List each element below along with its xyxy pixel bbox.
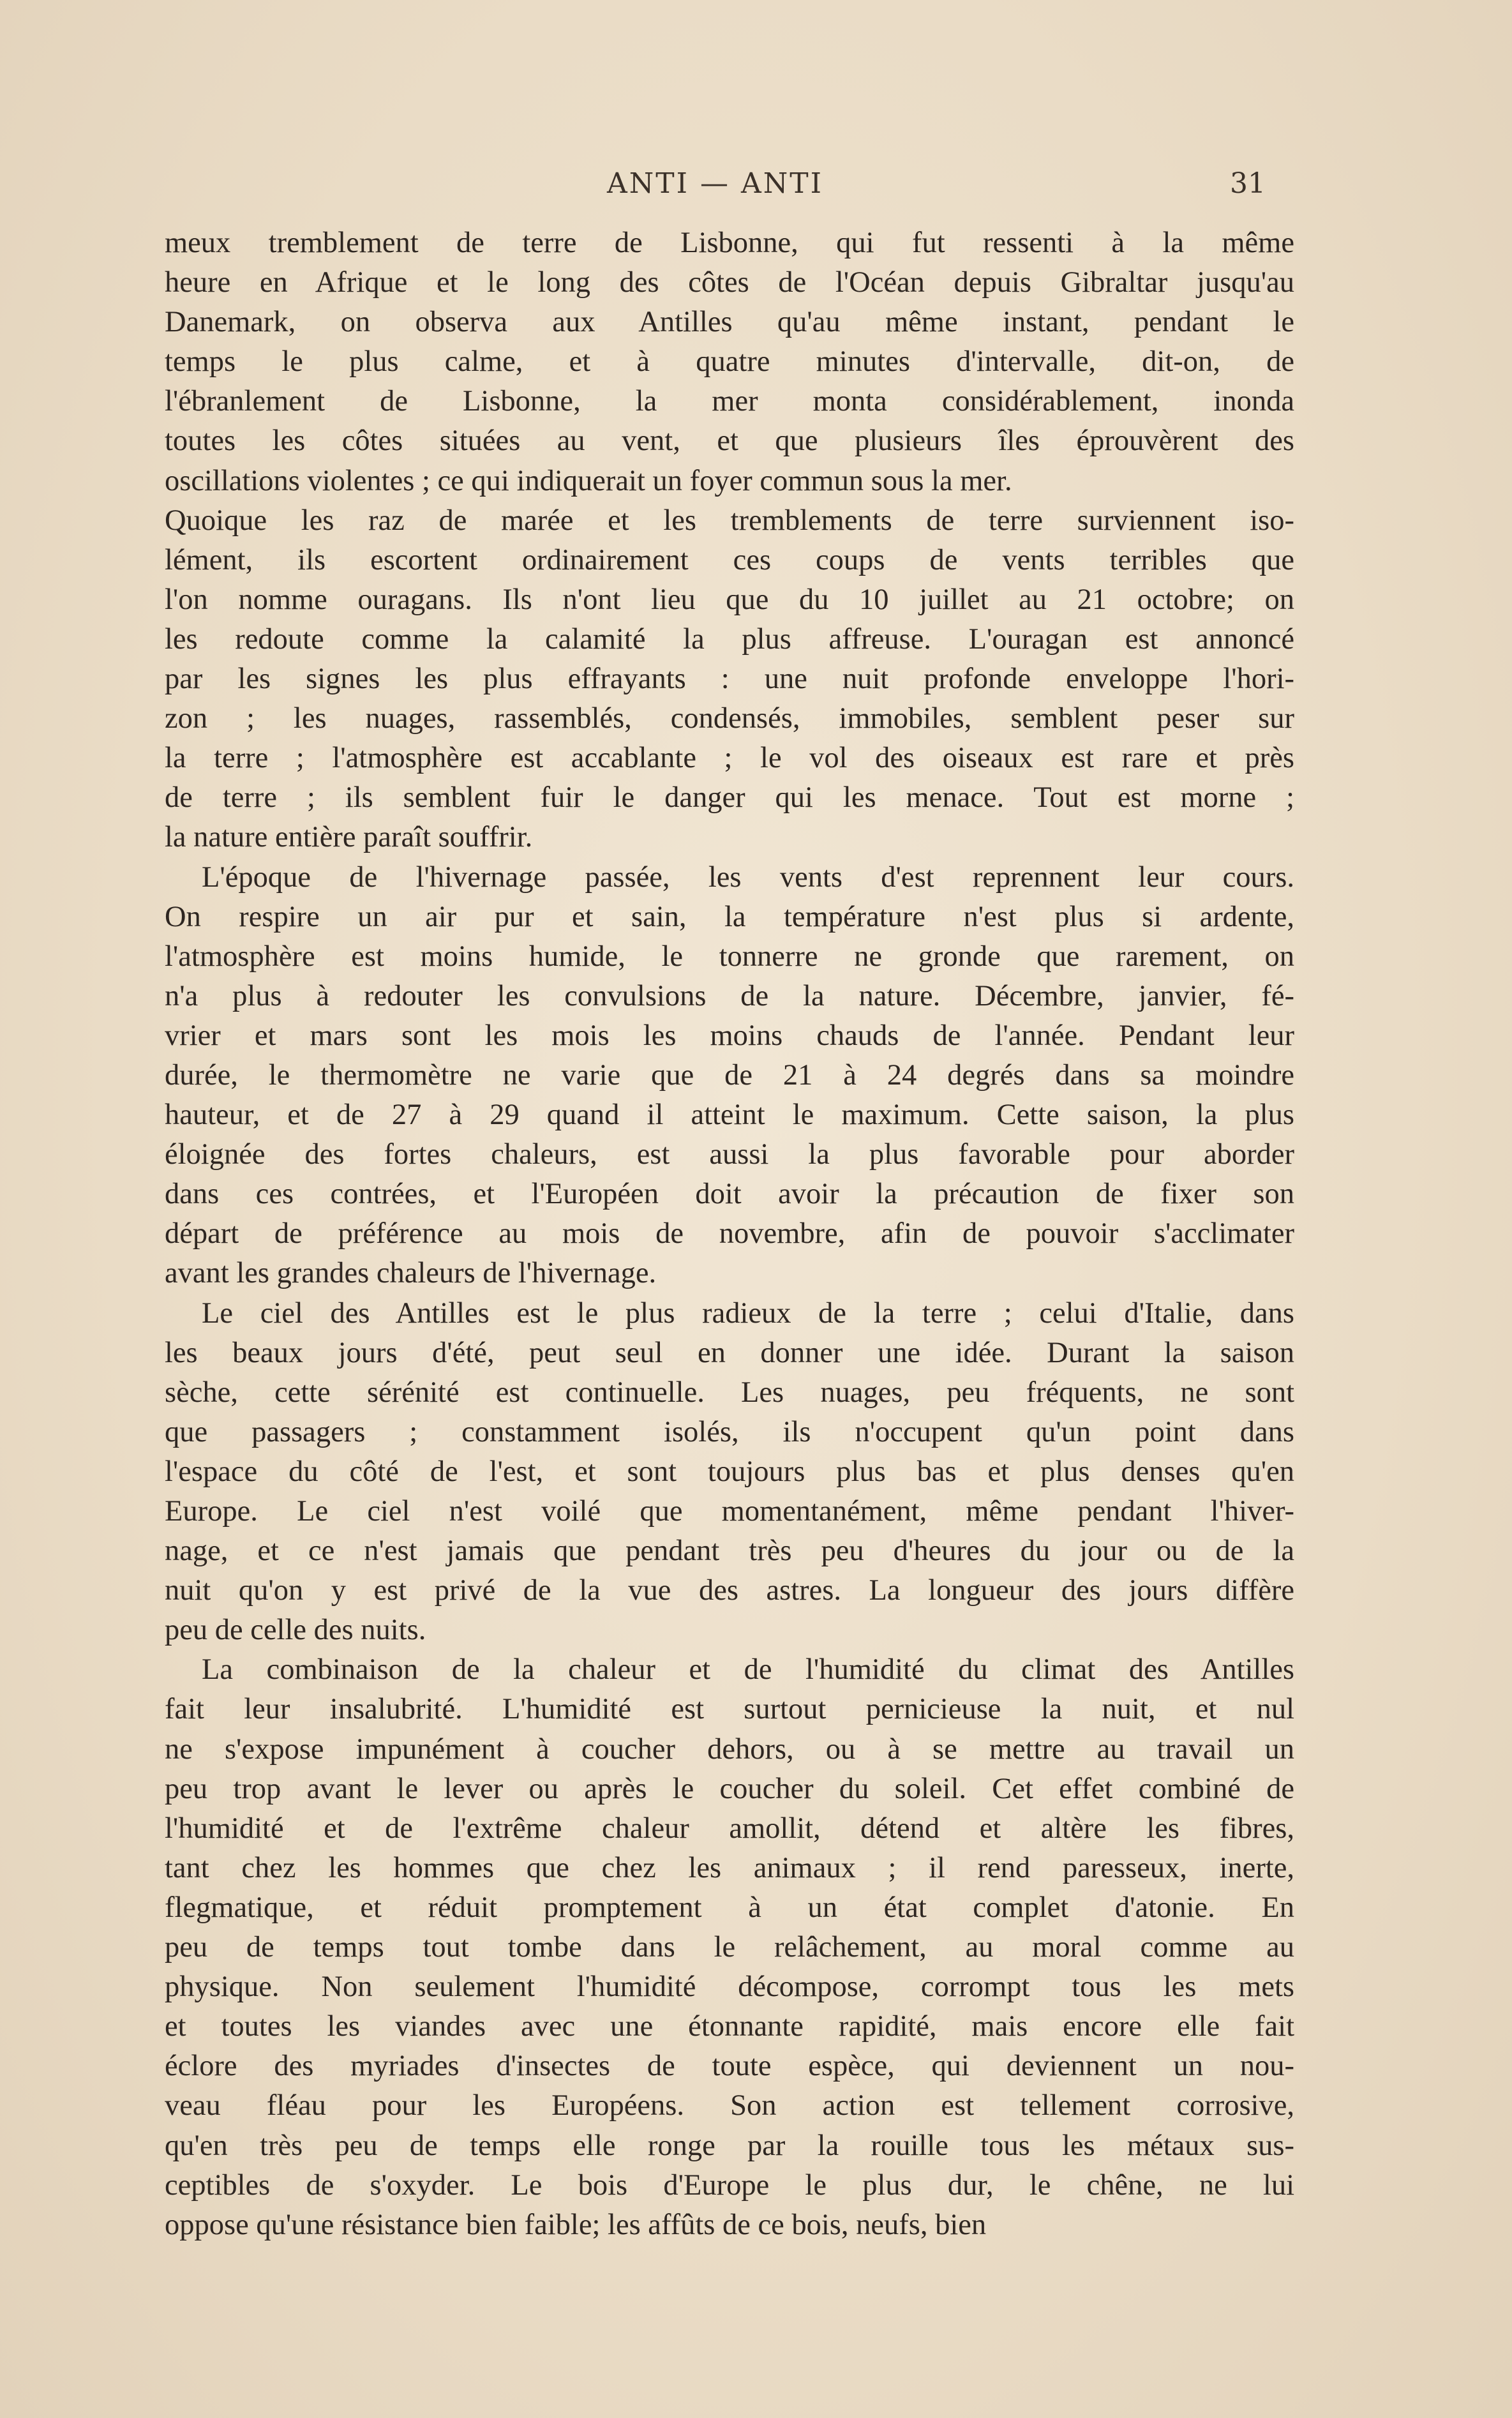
text-line: Danemark, on observa aux Antilles qu'au même instant, pendant le — [165, 306, 1294, 339]
text-line: la nature entière paraît souffrir. — [165, 821, 533, 854]
text-line: vrier et mars sont les mois les moins chauds de l'année. Pendant leur — [165, 1019, 1294, 1052]
text-line: physique. Non seulement l'humidité décompose, corrompt tous les mets — [165, 1971, 1294, 2004]
text-line: Quoique les raz de marée et les tremblements de terre surviennent iso- — [165, 504, 1294, 537]
text-line: dans ces contrées, et l'Européen doit avoir la précaution de fixer son — [165, 1178, 1294, 1211]
text-line: peu trop avant le lever ou après le coucher du soleil. Cet effet combiné de — [165, 1772, 1294, 1805]
text-line: l'espace du côté de l'est, et sont toujours plus bas et plus denses qu'en — [165, 1455, 1294, 1488]
text-line: l'humidité et de l'extrême chaleur amollit, détend et altère les fibres, — [165, 1812, 1294, 1845]
text-line: oppose qu'une résistance bien faible; les affûts de ce bois, neufs, bien — [165, 2208, 987, 2241]
text-line: L'époque de l'hivernage passée, les vents d'est reprennent leur cours. — [202, 860, 1294, 894]
text-line: avant les grandes chaleurs de l'hivernage. — [165, 1257, 657, 1290]
text-line: lément, ils escortent ordinairement ces coups de vents terribles que — [165, 543, 1294, 576]
paragraph — [165, 1650, 1294, 2244]
text-line: toutes les côtes situées au vent, et que plusieurs îles éprouvèrent des — [165, 424, 1294, 458]
text-line: zon ; les nuages, rassemblés, condensés, immobiles, semblent peser sur — [165, 702, 1294, 735]
running-title: ANTI — ANTI — [607, 167, 823, 200]
text-line: et toutes les viandes avec une étonnante rapidité, mais encore elle fait — [165, 2010, 1294, 2043]
page-number: 31 — [1230, 167, 1266, 200]
text-line: que passagers ; constamment isolés, ils n'occupent qu'un point dans — [165, 1415, 1294, 1448]
text-line: flegmatique, et réduit promptement à un état complet d'atonie. En — [165, 1891, 1294, 1924]
paragraph — [165, 223, 1294, 501]
paragraph — [165, 1294, 1294, 1651]
running-header — [165, 167, 1266, 206]
text-line: de terre ; ils semblent fuir le danger qui les menace. Tout est morne ; — [165, 781, 1294, 815]
text-line: hauteur, et de 27 à 29 quand il atteint le maximum. Cette saison, la plus — [165, 1099, 1294, 1132]
text-line: éloignée des fortes chaleurs, est aussi la plus favorable pour aborder — [165, 1138, 1294, 1171]
text-line: ne s'expose impunément à coucher dehors, ou à se mettre au travail un — [165, 1732, 1294, 1766]
text-line: l'ébranlement de Lisbonne, la mer monta considérablement, inonda — [165, 385, 1294, 418]
text-line: les redoute comme la calamité la plus affreuse. L'ouragan est annoncé — [165, 622, 1294, 656]
text-line: la terre ; l'atmosphère est accablante ; le vol des oiseaux est rare et près — [165, 742, 1294, 775]
text-line: tant chez les hommes que chez les animaux ; il rend paresseux, inerte, — [165, 1851, 1294, 1884]
text-line: Le ciel des Antilles est le plus radieux de la terre ; celui d'Italie, dans — [202, 1296, 1294, 1330]
text-line: Europe. Le ciel n'est voilé que momentanément, même pendant l'hiver- — [165, 1495, 1294, 1528]
text-line: n'a plus à redouter les convulsions de la nature. Décembre, janvier, fé- — [165, 979, 1294, 1012]
body-text — [165, 223, 1294, 2245]
text-line: nuit qu'on y est privé de la vue des astres. La longueur des jours diffère — [165, 1574, 1294, 1607]
text-line: veau fléau pour les Européens. Son action est tellement corrosive, — [165, 2089, 1294, 2122]
text-line: temps le plus calme, et à quatre minutes d'intervalle, dit-on, de — [165, 345, 1294, 379]
text-line: durée, le thermomètre ne varie que de 21 à 24 degrés dans sa moindre — [165, 1058, 1294, 1092]
text-line: ceptibles de s'oxyder. Le bois d'Europe le plus dur, le chêne, ne lui — [165, 2168, 1294, 2202]
text-line: fait leur insalubrité. L'humidité est surtout pernicieuse la nuit, et nul — [165, 1693, 1294, 1726]
text-line: peu de celle des nuits. — [165, 1614, 426, 1647]
text-line: par les signes les plus effrayants : une nuit profonde enveloppe l'hori- — [165, 663, 1294, 696]
paragraph — [165, 858, 1294, 1294]
paragraph — [165, 501, 1294, 858]
text-line: l'on nomme ouragans. Ils n'ont lieu que du 10 juillet au 21 octobre; on — [165, 583, 1294, 616]
text-line: nage, et ce n'est jamais que pendant très peu d'heures du jour ou de la — [165, 1535, 1294, 1568]
text-line: qu'en très peu de temps elle ronge par la rouille tous les métaux sus- — [165, 2129, 1294, 2162]
text-line: heure en Afrique et le long des côtes de l'Océan depuis Gibraltar jusqu'au — [165, 266, 1294, 299]
text-line: meux tremblement de terre de Lisbonne, qui fut ressenti à la même — [165, 227, 1294, 259]
text-line: départ de préférence au mois de novembre, afin de pouvoir s'acclimater — [165, 1217, 1294, 1250]
text-line: La combinaison de la chaleur et de l'humidité du climat des Antilles — [202, 1653, 1294, 1686]
text-line: peu de temps tout tombe dans le relâchement, au moral comme au — [165, 1931, 1294, 1964]
text-line: les beaux jours d'été, peut seul en donner une idée. Durant la saison — [165, 1336, 1294, 1369]
text-line: oscillations violentes ; ce qui indiquerait un foyer commun sous la mer. — [165, 464, 1012, 497]
text-line: sèche, cette sérénité est continuelle. Les nuages, peu fréquents, ne sont — [165, 1376, 1294, 1409]
text-line: éclore des myriades d'insectes de toute espèce, qui deviennent un nou- — [165, 2050, 1294, 2083]
text-line: l'atmosphère est moins humide, le tonnerre ne gronde que rarement, on — [165, 940, 1294, 973]
text-line: On respire un air pur et sain, la température n'est plus si ardente, — [165, 900, 1294, 933]
